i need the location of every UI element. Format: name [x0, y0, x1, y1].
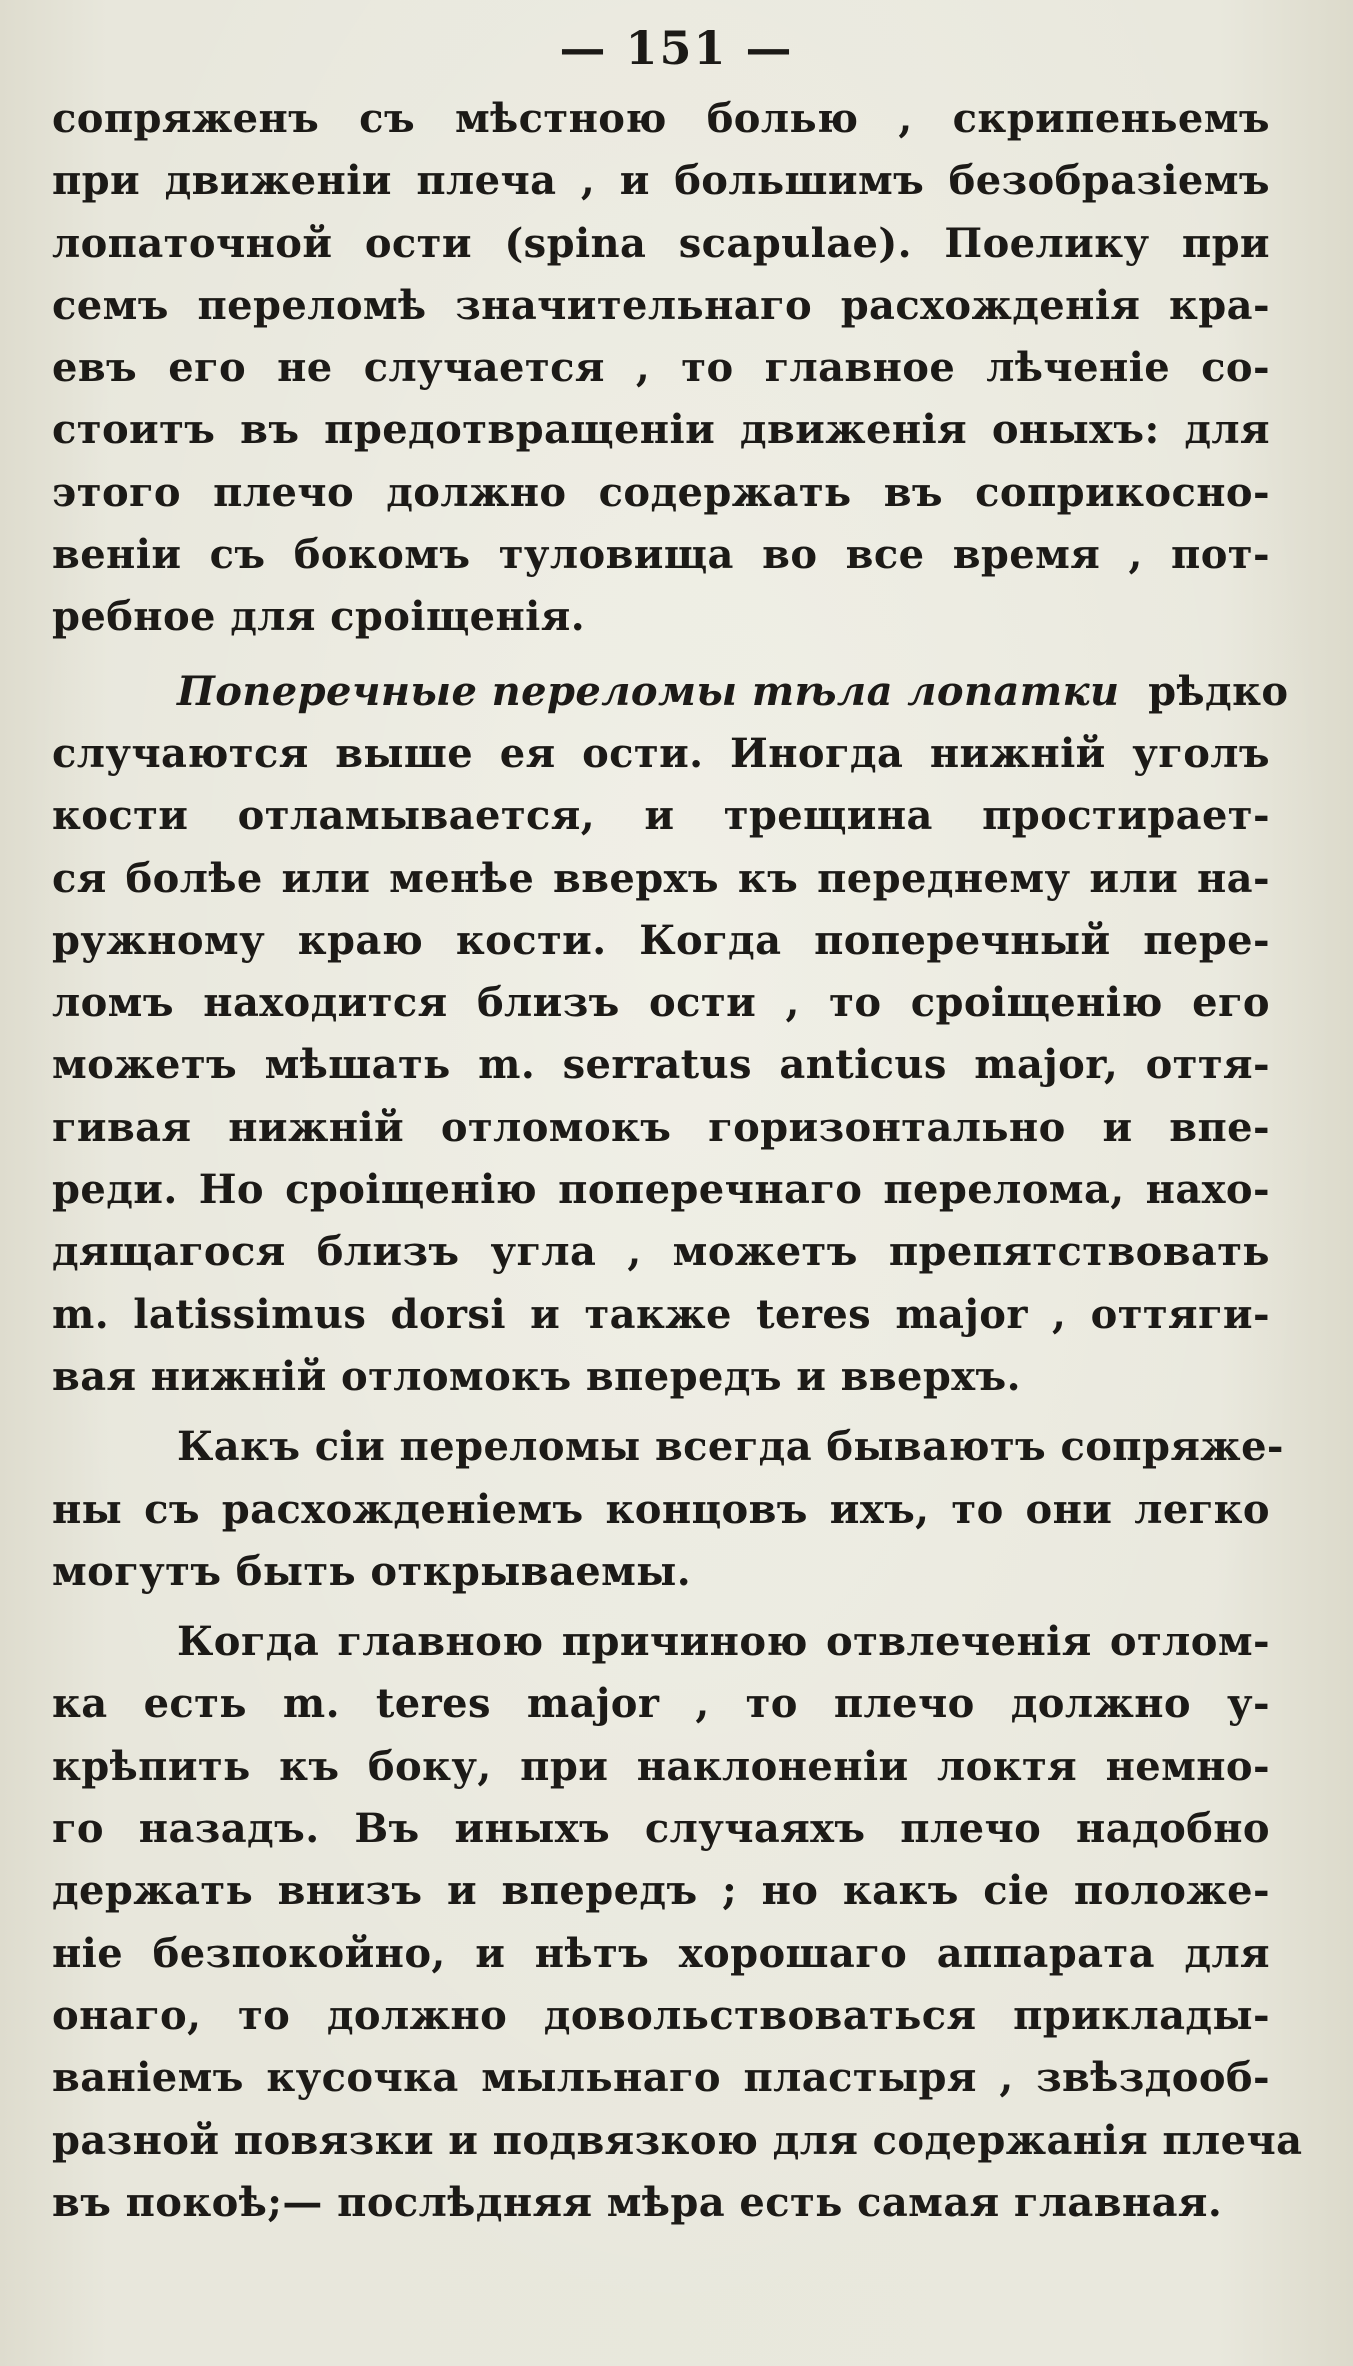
text-line: при движеніи плеча , и большимъ безобразіемъ: [52, 157, 1270, 205]
text-line: можетъ мѣшать m. serratus anticus major, оття-: [52, 1041, 1270, 1089]
text-line: кости отламывается, и трещина простирает-: [52, 792, 1270, 840]
paragraph-gap: [52, 649, 1270, 661]
text-line: реди. Но сроіщенію поперечнаго перелома, нахо-: [52, 1166, 1270, 1214]
text-line: разной повязки и подвязкою для содержанія плеча: [52, 2116, 1303, 2164]
text-line: ны съ расхожденіемъ концовъ ихъ, то они легко: [52, 1485, 1270, 1533]
body-text: [52, 88, 1303, 2234]
text-line: могутъ быть открываемы.: [52, 1547, 692, 1595]
text-line: семъ переломѣ значительнаго расхожденія кра-: [52, 281, 1270, 329]
text-line: этого плечо должно содержать въ соприкосно-: [52, 468, 1270, 516]
italic-heading: Поперечные переломы тѣла лопатки: [177, 667, 1120, 715]
text-fragment: рѣдко: [1148, 667, 1289, 715]
page-number: — 151 —: [559, 21, 794, 75]
text-line: ся болѣе или менѣе вверхъ къ переднему или на-: [52, 854, 1270, 902]
text-line: стоитъ въ предотвращеніи движенія оныхъ: для: [52, 406, 1270, 454]
text-line: веніи съ бокомъ туловища во все время , пот-: [52, 531, 1270, 579]
paragraph-4: [52, 1611, 1303, 2234]
text-line: лопаточной ости (spina scapulae). Поелику при: [52, 219, 1270, 267]
text-line: m. latissimus dorsi и также teres major , оттяги-: [52, 1290, 1270, 1338]
text-line: держать внизъ и впередъ ; но какъ сіе положе-: [52, 1867, 1270, 1915]
paragraph-2: [52, 661, 1289, 1409]
text-line: въ покоѣ;— послѣдняя мѣра есть самая главная.: [52, 2178, 1223, 2226]
text-line: ломъ находится близъ ости , то сроіщенію его: [52, 979, 1270, 1027]
text-line: ружному краю кости. Когда поперечный пере-: [52, 916, 1270, 964]
text-line-lead: [52, 661, 1289, 723]
text-line: гивая нижній отломокъ горизонтально и впе-: [52, 1103, 1270, 1151]
text-line: онаго, то должно довольствоваться приклады-: [52, 1991, 1270, 2039]
paragraph-gap: [52, 1603, 1270, 1611]
paragraph-3: [52, 1416, 1284, 1603]
text-line: Когда главною причиною отвлеченія отлом-: [177, 1618, 1270, 1666]
paragraph-1: [52, 88, 1270, 649]
text-line: ребное для сроіщенія.: [52, 593, 586, 641]
text-line: случаются выше ея ости. Иногда нижній уголъ: [52, 729, 1270, 777]
text-line: го назадъ. Въ иныхъ случаяхъ плечо надобно: [52, 1805, 1270, 1853]
text-line: сопряженъ съ мѣстною болью , скрипеньемъ: [52, 95, 1270, 142]
text-line: ніе безпокойно, и нѣтъ хорошаго аппарата для: [52, 1929, 1270, 1977]
text-line: крѣпить къ боку, при наклоненіи локтя немно-: [52, 1742, 1270, 1790]
text-line: Какъ сіи переломы всегда бываютъ сопряже-: [177, 1423, 1284, 1471]
text-line: ваніемъ кусочка мыльнаго пластыря , звѣздооб-: [52, 2054, 1270, 2102]
text-line: дящагося близъ угла , можетъ препятствовать: [52, 1228, 1270, 1276]
paragraph-gap: [52, 1408, 1270, 1416]
text-line: евъ его не случается , то главное лѣченіе со-: [52, 344, 1270, 392]
text-line: вая нижній отломокъ впередъ и вверхъ.: [52, 1352, 1021, 1400]
text-line: ка есть m. teres major , то плечо должно у-: [52, 1680, 1270, 1728]
